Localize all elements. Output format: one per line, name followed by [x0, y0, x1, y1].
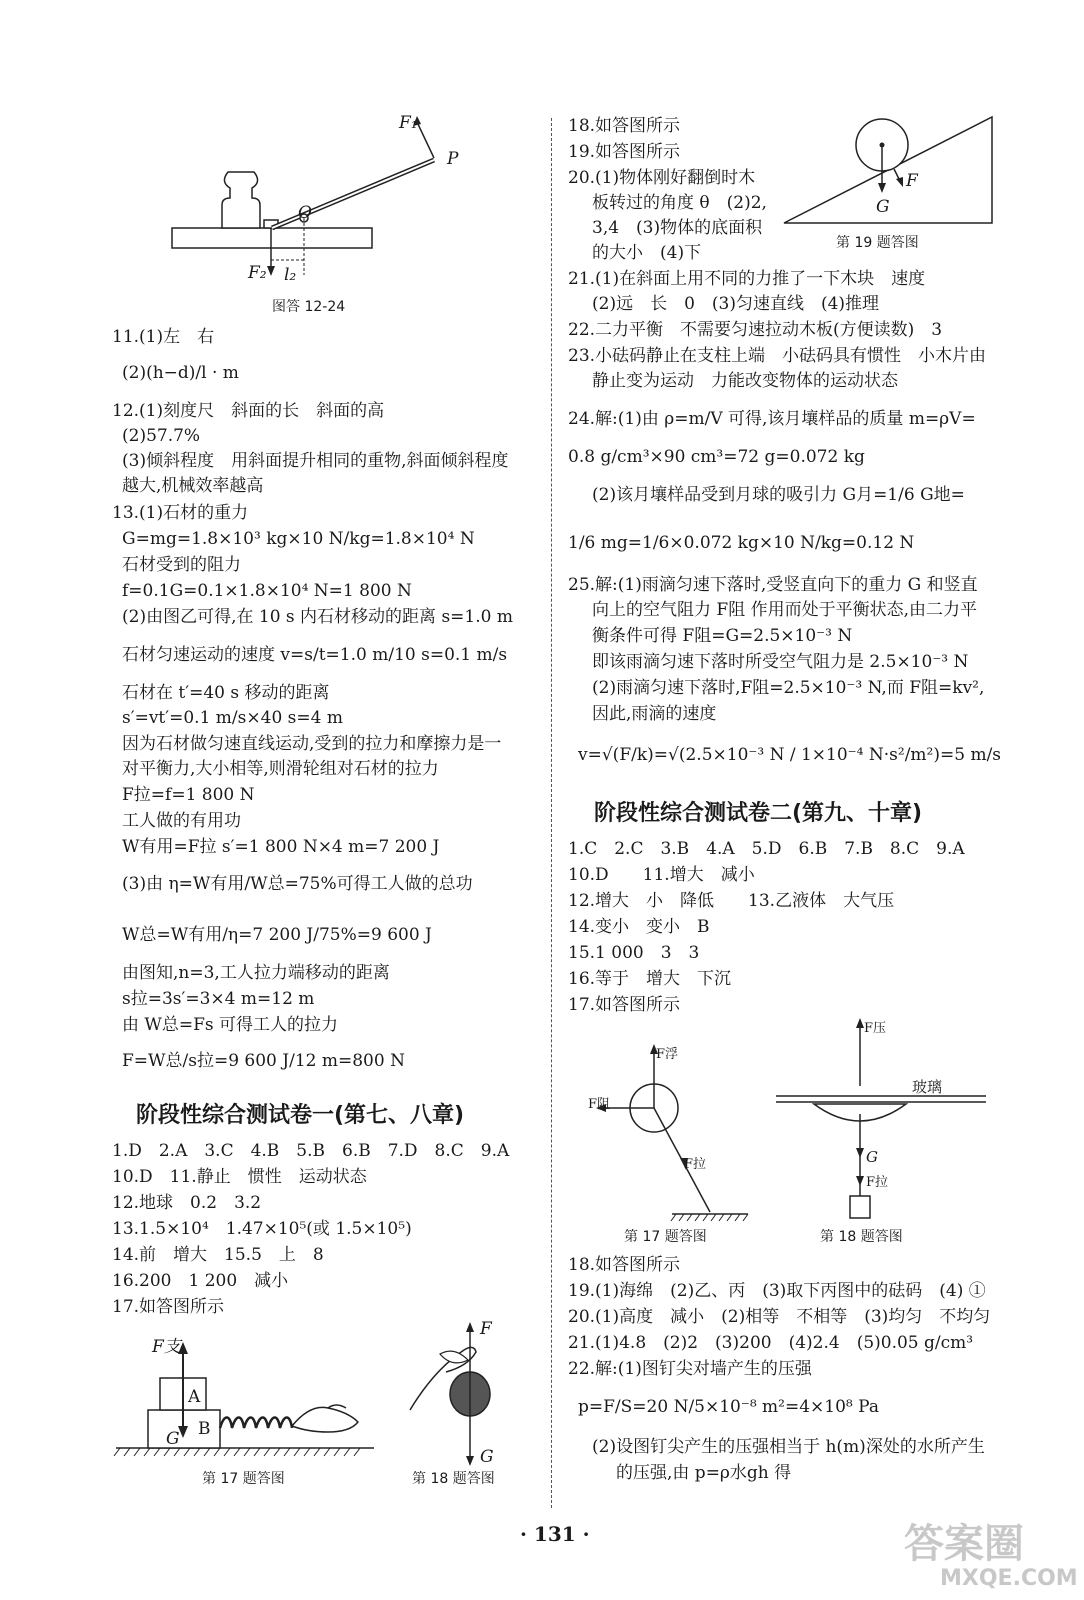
lever-caption: 图答 12-24 — [272, 299, 346, 315]
answer-line: 19.(1)海绵 (2)乙、丙 (3)取下丙图中的砝码 (4) ① — [568, 1281, 986, 1301]
answer-line: s′=vt′=0.1 m/s×40 s=4 m — [122, 708, 343, 728]
answer-line: 工人做的有用功 — [122, 811, 241, 831]
answer-line: 由图知,n=3,工人拉力端移动的距离 — [122, 963, 390, 983]
answer-line: 石材匀速运动的速度 v=s/t=1.0 m/10 s=0.1 m/s — [122, 645, 508, 665]
section-title: 阶段性综合测试卷二(第九、十章) — [594, 801, 923, 826]
answer-line: 板转过的角度 θ (2)2, — [592, 193, 767, 213]
answer-line: 14.变小 变小 B — [568, 917, 710, 937]
answer-line: (2)(h−d)/l · m — [122, 363, 239, 383]
answer-line: (2)设图钉尖产生的压强相当于 h(m)深处的水所产生 — [592, 1437, 985, 1457]
answer-line: 12.增大 小 降低 13.乙液体 大气压 — [568, 891, 895, 911]
answer-line: f=0.1G=0.1×1.8×10⁴ N=1 800 N — [122, 581, 412, 601]
fig18b-caption: 第 18 题答图 — [820, 1229, 903, 1245]
fig17-label-b: B — [198, 1419, 211, 1439]
answer-line: 14.前 增大 15.5 上 8 — [112, 1245, 324, 1265]
answer-line: 22.解:(1)图钉尖对墙产生的压强 — [568, 1359, 812, 1379]
answer-line: 12.地球 0.2 3.2 — [112, 1193, 262, 1213]
answer-line: (2)远 长 0 (3)匀速直线 (4)推理 — [592, 294, 880, 314]
answer-line: 18.如答图所示 — [568, 1255, 681, 1275]
answer-line: 13.(1)石材的重力 — [112, 503, 249, 523]
fig18-label-f: F — [480, 1319, 492, 1339]
fig17b-ball-rope — [588, 1030, 788, 1230]
answer-line: 20.(1)高度 减小 (2)相等 不相等 (3)均匀 不均匀 — [568, 1307, 991, 1327]
answer-line: 0.8 g/cm³×90 cm³=72 g=0.072 kg — [568, 447, 865, 467]
answer-line: 11.(1)左 右 — [112, 327, 215, 347]
answer-line: 17.如答图所示 — [568, 995, 681, 1015]
answer-line: 的大小 (4)下 — [592, 243, 702, 263]
fig19-label-g: G — [876, 197, 890, 217]
answer-line: 25.解:(1)雨滴匀速下落时,受竖直向下的重力 G 和竖直 — [568, 575, 978, 595]
lever-figure — [172, 110, 532, 300]
answer-line: F=W总/s拉=9 600 J/12 m=800 N — [122, 1051, 405, 1071]
answer-line: 衡条件可得 F阻=G=2.5×10⁻³ N — [592, 626, 853, 646]
lever-label-f1: F₁ — [399, 113, 418, 133]
answer-line: 石材受到的阻力 — [122, 555, 241, 575]
answer-line: W总=W有用/η=7 200 J/75%=9 600 J — [122, 925, 432, 945]
fig17b-label-fzu: F阻 — [588, 1097, 611, 1112]
section-title: 阶段性综合测试卷一(第七、八章) — [136, 1103, 465, 1128]
answer-line: (2)雨滴匀速下落时,F阻=2.5×10⁻³ N,而 F阻=kv², — [592, 678, 985, 698]
column-divider — [551, 118, 552, 1508]
answer-line: F拉=f=1 800 N — [122, 785, 255, 805]
answer-line: 16.200 1 200 减小 — [112, 1271, 289, 1291]
fig18-label-g: G — [480, 1447, 494, 1467]
fig18b-label-boli: 玻璃 — [912, 1078, 943, 1096]
lever-label-p: P — [447, 149, 459, 169]
answer-line: 16.等于 增大 下沉 — [568, 969, 732, 989]
answer-line: 的压强,由 p=ρ水gh 得 — [616, 1463, 792, 1483]
answer-line: 13.1.5×10⁴ 1.47×10⁵(或 1.5×10⁵) — [112, 1219, 412, 1239]
watermark-logo: 答案圈 — [904, 1521, 1024, 1567]
fig18-apple — [404, 1320, 524, 1470]
fig17-label-f: F支 — [152, 1337, 181, 1357]
fig17-label-g: G — [166, 1429, 180, 1449]
fig18-caption: 第 18 题答图 — [412, 1471, 495, 1487]
answer-line: 12.(1)刻度尺 斜面的长 斜面的高 — [112, 401, 385, 421]
answer-line: 10.D 11.增大 减小 — [568, 865, 755, 885]
answer-line: (3)倾斜程度 用斜面提升相同的重物,斜面倾斜程度 — [122, 451, 509, 471]
answer-line: W有用=F拉 s′=1 800 N×4 m=7 200 J — [122, 837, 440, 857]
answer-line: 即该雨滴匀速下落时所受空气阻力是 2.5×10⁻³ N — [592, 652, 969, 672]
answer-line: G=mg=1.8×10³ kg×10 N/kg=1.8×10⁴ N — [122, 529, 475, 549]
lever-label-l2: l₂ — [284, 265, 297, 285]
answer-line: 静止变为运动 力能改变物体的运动状态 — [592, 371, 898, 391]
answer-line: 23.小砝码静止在支柱上端 小砝码具有惯性 小木片由 — [568, 346, 987, 366]
answer-line: 石材在 t′=40 s 移动的距离 — [122, 683, 330, 703]
answer-line: 1.C 2.C 3.B 4.A 5.D 6.B 7.B 8.C 9.A — [568, 839, 965, 859]
watermark-url: MXQE.COM — [940, 1566, 1078, 1591]
answer-line: 15.1 000 3 3 — [568, 943, 700, 963]
answer-line: v=√(F/k)=√(2.5×10⁻³ N / 1×10⁻⁴ N·s²/m²)=5 m/s — [578, 745, 1002, 765]
lever-label-f2: F₂ — [248, 263, 267, 283]
fig19-caption: 第 19 题答图 — [836, 235, 919, 251]
fig17b-caption: 第 17 题答图 — [624, 1229, 707, 1245]
answer-line: 24.解:(1)由 ρ=m/V 可得,该月壤样品的质量 m=ρV= — [568, 409, 976, 429]
fig17-label-a: A — [188, 1387, 201, 1407]
answer-line: (3)由 η=W有用/W总=75%可得工人做的总功 — [122, 874, 473, 894]
answer-line: 因此,雨滴的速度 — [592, 704, 717, 724]
fig17b-label-ffu: F浮 — [656, 1047, 679, 1062]
fig19-label-f: F — [906, 171, 918, 191]
answer-line: p=F/S=20 N/5×10⁻⁸ m²=4×10⁸ Pa — [578, 1397, 879, 1417]
answer-line: 1/6 mg=1/6×0.072 kg×10 N/kg=0.12 N — [568, 533, 915, 553]
page-number: · 131 · — [520, 1522, 590, 1546]
answer-line: (2)由图乙可得,在 10 s 内石材移动的距离 s=1.0 m — [122, 607, 513, 627]
fig17-caption: 第 17 题答图 — [202, 1471, 285, 1487]
answer-line: 3,4 (3)物体的底面积 — [592, 218, 763, 238]
answer-line: s拉=3s′=3×4 m=12 m — [122, 989, 315, 1009]
answer-line: 10.D 11.静止 惯性 运动状态 — [112, 1167, 367, 1187]
answer-line: 21.(1)4.8 (2)2 (3)200 (4)2.4 (5)0.05 g/cm³ — [568, 1333, 974, 1353]
answer-line: 1.D 2.A 3.C 4.B 5.B 6.B 7.D 8.C 9.A — [112, 1141, 510, 1161]
fig19-slope — [782, 115, 998, 227]
answer-line: (2)57.7% — [122, 426, 201, 446]
answer-line: 20.(1)物体刚好翻倒时木 — [568, 168, 756, 188]
lever-label-o: O — [298, 203, 312, 223]
answer-line: 越大,机械效率越高 — [122, 476, 264, 496]
answer-line: 19.如答图所示 — [568, 142, 681, 162]
answer-line: 由 W总=Fs 可得工人的拉力 — [122, 1015, 339, 1035]
answer-line: 因为石材做匀速直线运动,受到的拉力和摩擦力是一 — [122, 734, 502, 754]
fig18b-label-g: G — [866, 1148, 878, 1166]
answer-line: (2)该月壤样品受到月球的吸引力 G月=1/6 G地= — [592, 485, 965, 505]
answer-line: 向上的空气阻力 F阻 作用而处于平衡状态,由二力平 — [592, 600, 978, 620]
answer-line: 17.如答图所示 — [112, 1297, 225, 1317]
answer-line: 21.(1)在斜面上用不同的力推了一下木块 速度 — [568, 269, 926, 289]
answer-line: 22.二力平衡 不需要匀速拉动木板(方便读数) 3 — [568, 320, 943, 340]
fig18b-label-fla: F拉 — [866, 1175, 889, 1190]
fig18b-label-fya: F压 — [864, 1021, 887, 1036]
answer-line: 对平衡力,大小相等,则滑轮组对石材的拉力 — [122, 759, 439, 779]
answer-line: 18.如答图所示 — [568, 116, 681, 136]
fig17b-label-fla: F拉 — [684, 1157, 707, 1172]
